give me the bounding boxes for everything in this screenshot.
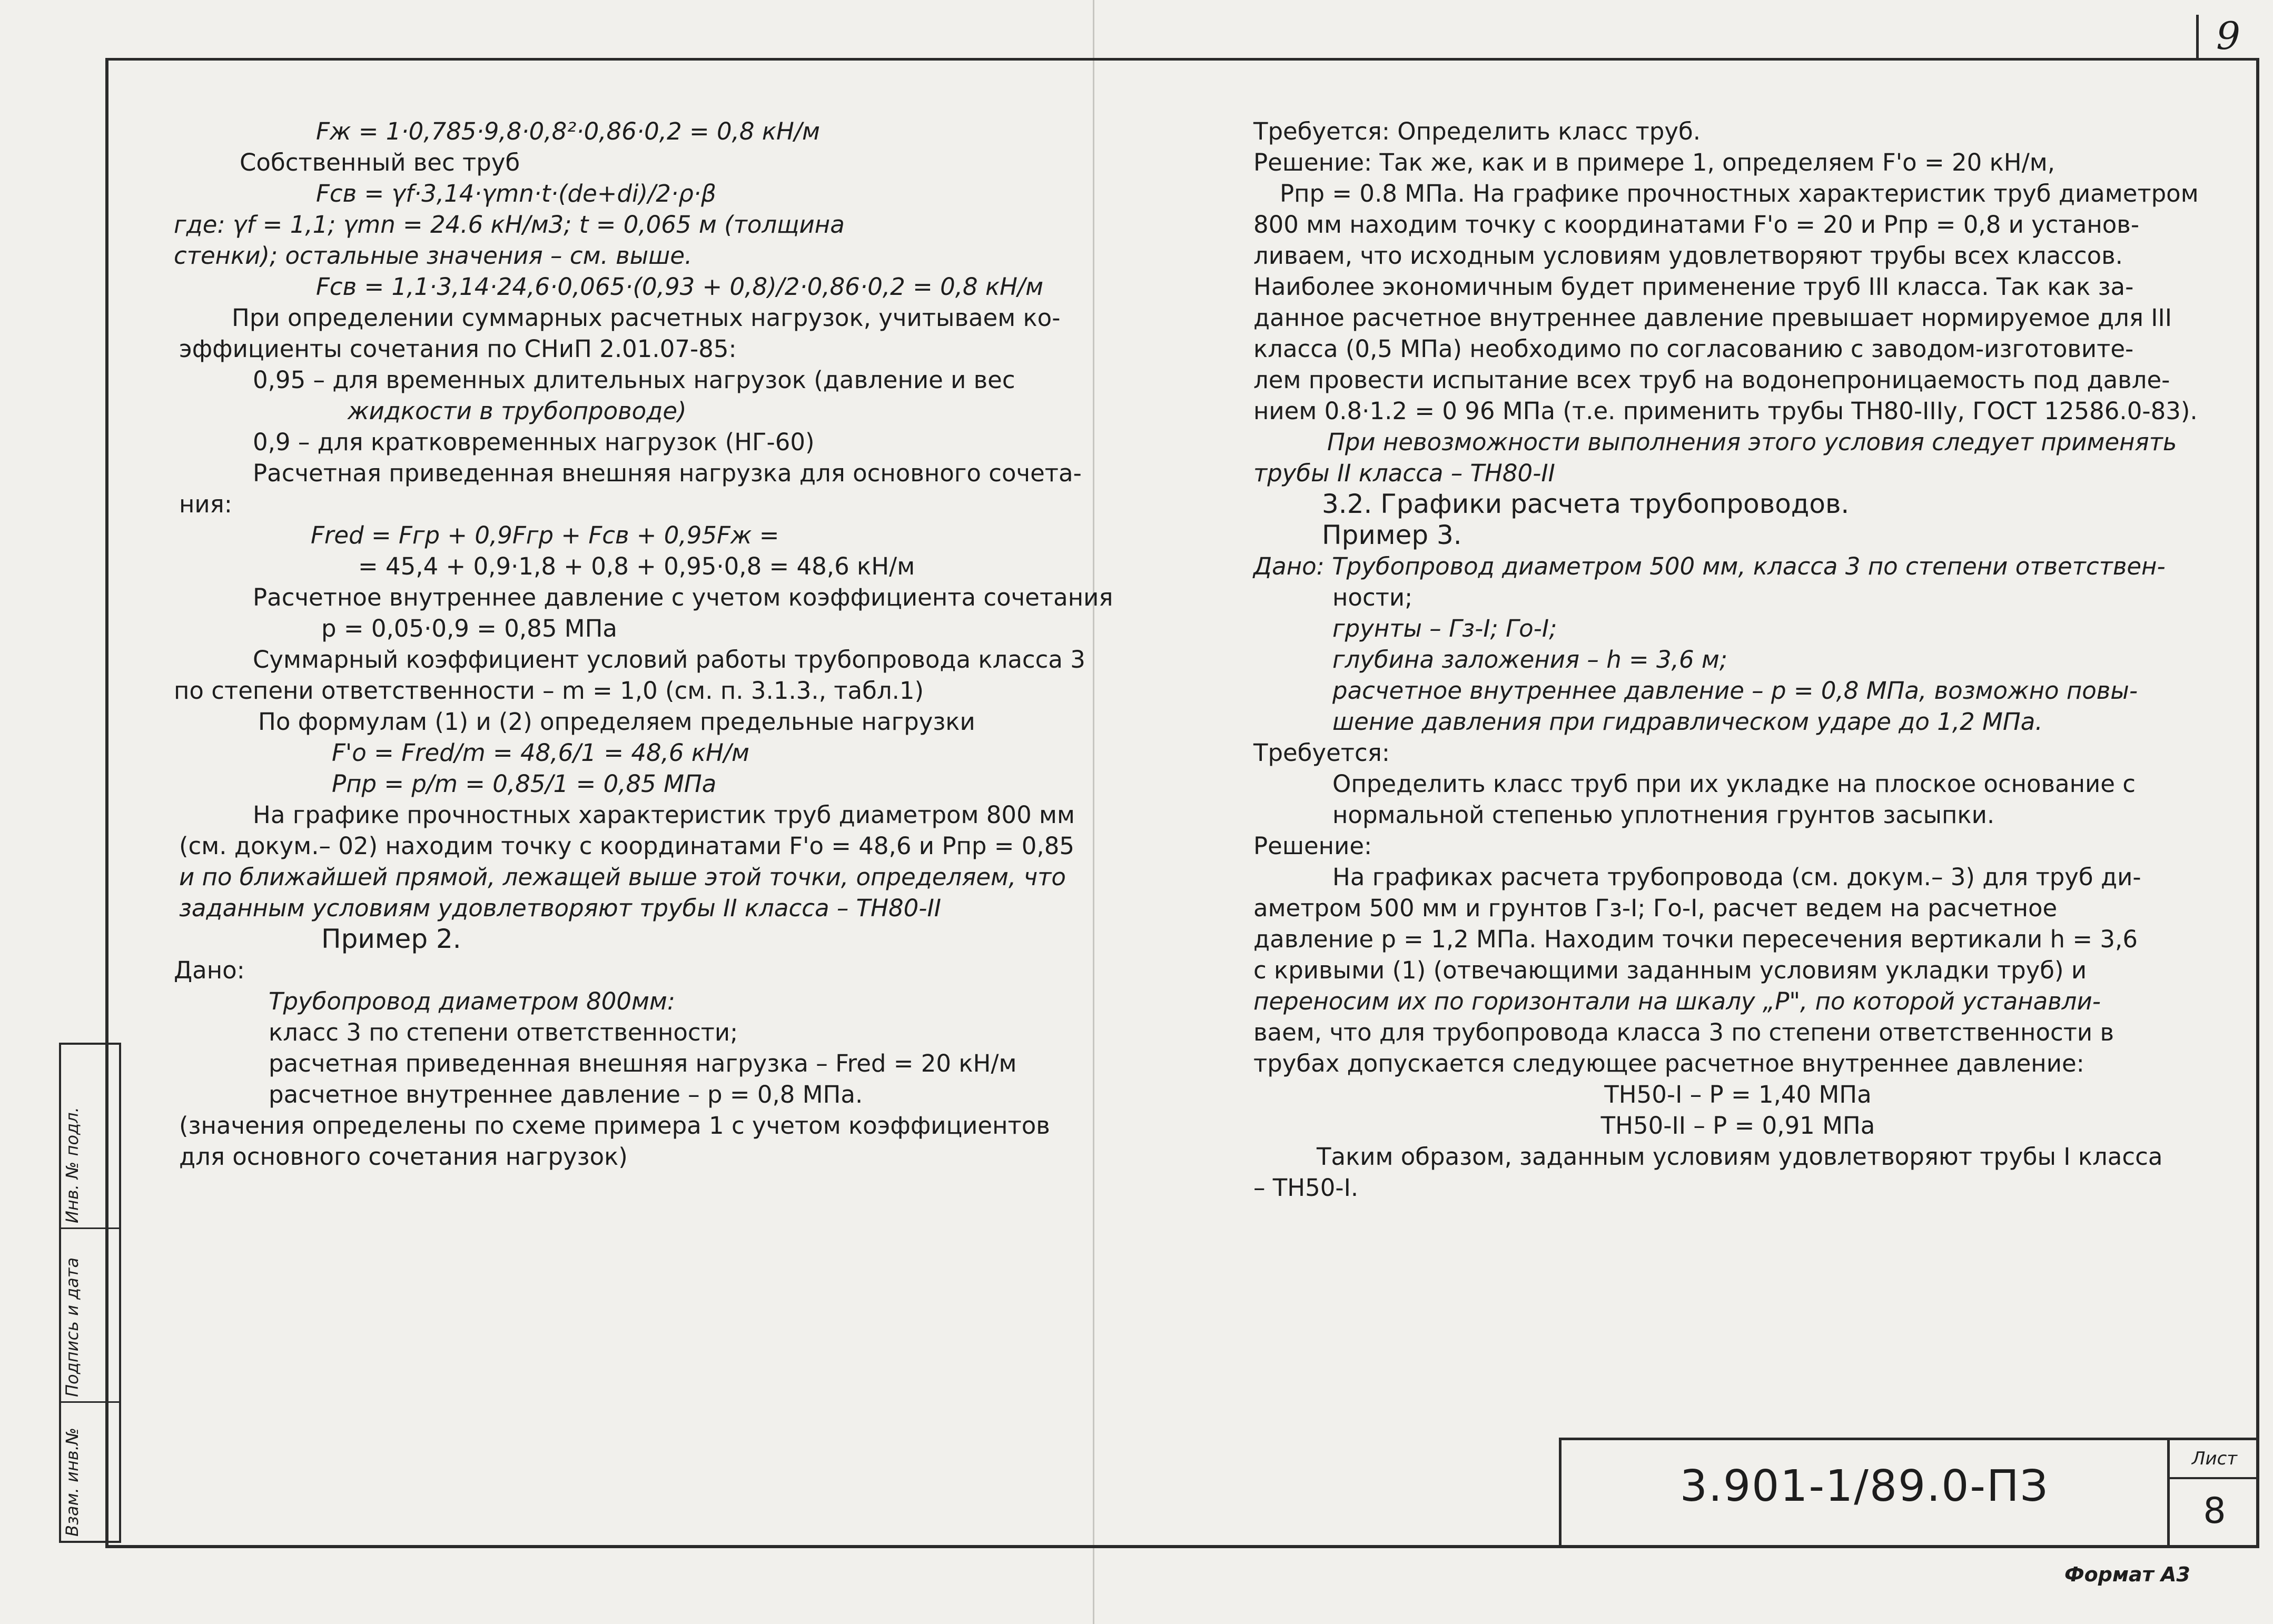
- text-line: 0,9 – для кратковременных нагрузок (НГ-60): [253, 428, 815, 456]
- text-line: На графике прочностных характеристик труб диаметром 800 мм: [253, 801, 1075, 829]
- text-line: класса (0,5 МПа) необходимо по согласованию с заводом-изготовите-: [1253, 335, 2134, 363]
- text-line: и по ближайшей прямой, лежащей выше этой точки, определяем, что: [179, 863, 1066, 891]
- text-line: ТН50-I – P = 1,40 МПа: [1604, 1081, 1872, 1108]
- text-line: давление p = 1,2 МПа. Находим точки пересечения вертикали h = 3,6: [1253, 925, 2138, 953]
- text-line: Требуется:: [1253, 739, 1390, 767]
- text-line: Пример 2.: [321, 924, 461, 954]
- text-line: Решение:: [1253, 832, 1372, 860]
- text-line: где: γf = 1,1; γmn = 24.6 кН/м3; t = 0,065 м (толщина: [174, 211, 845, 239]
- stamp-cell-signature: [61, 1229, 119, 1403]
- text-line: нормальной степенью уплотнения грунтов засыпки.: [1332, 801, 1995, 829]
- text-line: лем провести испытание всех труб на водонепроницаемость под давле-: [1253, 366, 2170, 394]
- text-line: ливаем, что исходным условиям удовлетворяют трубы всех классов.: [1253, 242, 2123, 270]
- text-line: шение давления при гидравлическом ударе до 1,2 МПа.: [1332, 708, 2043, 736]
- sheet-number: 8: [2167, 1477, 2259, 1546]
- text-line: Решение: Так же, как и в примере 1, определяем F'o = 20 кН/м,: [1253, 148, 2055, 176]
- text-line: класс 3 по степени ответственности;: [269, 1018, 738, 1046]
- left-text-column: [174, 116, 1116, 1172]
- stamp-cell-replacement: [61, 1403, 119, 1541]
- text-line: Расчетная приведенная внешняя нагрузка для основного сочета-: [253, 459, 1082, 487]
- approval-stamp-strip: [59, 1043, 121, 1543]
- text-line: (значения определены по схеме примера 1 с учетом коэффициентов: [179, 1112, 1050, 1140]
- text-line: При определении суммарных расчетных нагрузок, учитываем ко-: [232, 304, 1061, 332]
- text-line: Таким образом, заданным условиям удовлетворяют трубы I класса: [1317, 1143, 2163, 1171]
- text-line: – ТН50-I.: [1253, 1174, 1359, 1202]
- text-line: глубина заложения – h = 3,6 м;: [1332, 646, 1728, 674]
- stamp-cell-inventory: [61, 1045, 119, 1229]
- text-line: Fсв = 1,1·3,14·24,6·0,065·(0,93 + 0,8)/2·0,86·0,2 = 0,8 кН/м: [316, 273, 1044, 301]
- text-line: 3.2. Графики расчета трубопроводов.: [1322, 489, 1850, 519]
- text-line: с кривыми (1) (отвечающими заданным условиям укладки труб) и: [1253, 956, 2087, 984]
- text-line: данное расчетное внутреннее давление превышает нормируемое для III: [1253, 304, 2172, 332]
- text-line: Суммарный коэффициент условий работы трубопровода класса 3: [253, 646, 1085, 674]
- text-line: 0,95 – для временных длительных нагрузок (давление и вес: [253, 366, 1015, 394]
- text-line: По формулам (1) и (2) определяем предельные нагрузки: [258, 708, 975, 736]
- text-line: На графиках расчета трубопровода (см. докум.– 3) для труб ди-: [1332, 863, 2141, 891]
- text-line: = 45,4 + 0,9·1,8 + 0,8 + 0,95·0,8 = 48,6 кН/м: [358, 552, 915, 580]
- text-line: Fж = 1·0,785·9,8·0,8²·0,86·0,2 = 0,8 кН/м: [316, 117, 820, 145]
- text-line: стенки); остальные значения – см. выше.: [174, 242, 693, 270]
- text-line: Трубопровод диаметром 800мм:: [269, 987, 676, 1015]
- text-line: ТН50-II – P = 0,91 МПа: [1600, 1112, 1875, 1140]
- text-line: Наиболее экономичным будет применение труб III класса. Так как за-: [1253, 273, 2134, 301]
- page-corner-number: 9: [2196, 15, 2258, 60]
- document-code: 3.901-1/89.0-ПЗ: [1679, 1461, 2049, 1511]
- text-line: p = 0,05·0,9 = 0,85 МПа: [321, 615, 617, 642]
- text-line: Требуется: Определить класс труб.: [1253, 117, 1701, 145]
- text-line: аметром 500 мм и грунтов Гз-I; Го-I, расчет ведем на расчетное: [1253, 894, 2058, 922]
- stamp-label-inventory: Инв. № подл.: [62, 1107, 82, 1223]
- text-line: для основного сочетания нагрузок): [179, 1143, 628, 1171]
- stamp-label-replacement: Взам. инв.№: [62, 1427, 82, 1537]
- text-line: Pпр = 0.8 МПа. На графике прочностных характеристик труб диаметром: [1280, 180, 2199, 207]
- text-line: Дано:: [174, 956, 245, 984]
- right-text-column: [1253, 116, 2222, 1203]
- text-line: ваем, что для трубопровода класса 3 по степени ответственности в: [1253, 1018, 2114, 1046]
- text-line: Собственный вес труб: [240, 148, 520, 176]
- text-line: нием 0.8·1.2 = 0 96 МПа (т.е. применить трубы ТН80-IIIу, ГОСТ 12586.0-83).: [1253, 397, 2198, 425]
- text-line: расчетное внутреннее давление – p = 0,8 МПа, возможно повы-: [1332, 677, 2138, 705]
- format-label: Формат А3: [2064, 1563, 2190, 1586]
- text-line: расчетная приведенная внешняя нагрузка – Fred = 20 кН/м: [269, 1049, 1017, 1077]
- text-line: ности;: [1332, 583, 1413, 611]
- text-line: трубы II класса – ТН80-II: [1253, 459, 1555, 487]
- sheet-label: Лист: [2167, 1440, 2259, 1479]
- text-line: переносим их по горизонтали на шкалу „P", по которой устанавли-: [1253, 987, 2101, 1015]
- text-line: Fred = Fгр + 0,9Fгр + Fсв + 0,95Fж =: [311, 521, 779, 549]
- text-line: Определить класс труб при их укладке на плоское основание с: [1332, 770, 2136, 798]
- title-block: [1559, 1438, 2258, 1546]
- text-line: заданным условиям удовлетворяют трубы II класса – ТН80-II: [179, 894, 942, 922]
- text-line: Pпр = p/m = 0,85/1 = 0,85 МПа: [332, 770, 717, 798]
- text-line: грунты – Гз-I; Го-I;: [1332, 615, 1557, 642]
- text-line: Дано: Трубопровод диаметром 500 мм, класса 3 по степени ответствен-: [1253, 552, 2166, 580]
- text-line: 800 мм находим точку с координатами F'o = 20 и Pпр = 0,8 и установ-: [1253, 211, 2140, 239]
- text-line: ния:: [179, 490, 232, 518]
- text-line: F'o = Fred/m = 48,6/1 = 48,6 кН/м: [332, 739, 749, 767]
- text-line: жидкости в трубопроводе): [348, 397, 687, 425]
- text-line: эффициенты сочетания по СНиП 2.01.07-85:: [179, 335, 737, 363]
- text-line: по степени ответственности – m = 1,0 (см. п. 3.1.3., табл.1): [174, 677, 924, 705]
- text-line: Пример 3.: [1322, 520, 1462, 550]
- text-line: (см. докум.– 02) находим точку с координатами F'o = 48,6 и Pпр = 0,85: [179, 832, 1074, 860]
- text-line: Fсв = γf·3,14·γmn·t·(de+di)/2·ρ·β: [316, 180, 716, 207]
- text-line: При невозможности выполнения этого условия следует применять: [1327, 428, 2177, 456]
- text-line: расчетное внутреннее давление – p = 0,8 МПа.: [269, 1081, 863, 1108]
- stamp-label-signature: Подпись и дата: [62, 1257, 82, 1397]
- text-line: трубах допускается следующее расчетное внутреннее давление:: [1253, 1049, 2084, 1077]
- text-line: Расчетное внутреннее давление с учетом коэффициента сочетания: [253, 583, 1113, 611]
